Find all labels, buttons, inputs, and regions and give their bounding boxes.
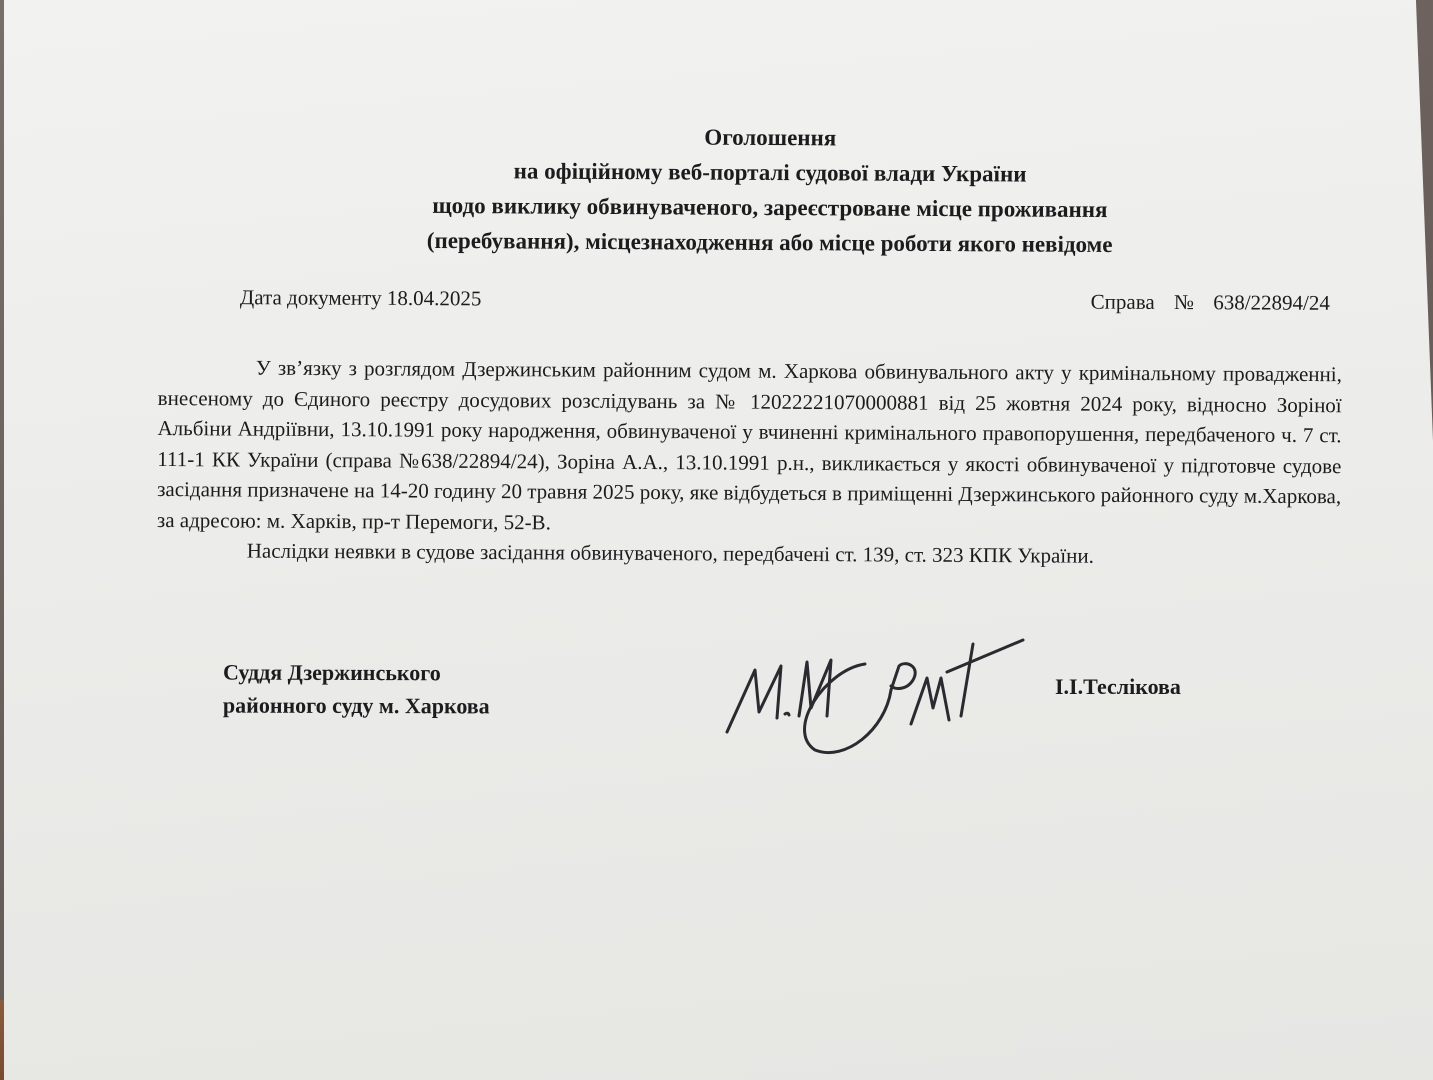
judge-title (223, 656, 490, 723)
judge-name: І.І.Теслікова (1055, 674, 1181, 699)
handwritten-signature (715, 620, 1035, 760)
body-paragraph-2: Наслідки неявки в судове засідання обвинуваченого, передбачені ст. 139, ст. 323 КПК України. (246, 538, 1094, 568)
title-line-4: (перебування), місцезнаходження або місце роботи якого невідоме (426, 227, 1113, 258)
document-title (330, 117, 1211, 262)
body-paragraph-1: У зв’язку з розглядом Дзержинським районним судом м. Харкова обвинувального акту у кримінальному провадженні, внесеному до Єдиного реєстру досудових розслідувань за № 12022221070000881 від 25 жовтня 2024 року, відносно Зоріної Альбіни Андріївни, 13.10.1991 року народження, обвинуваченої у вчиненні кримінального правопорушення, передбаченого ч. 7 ст. 111-1 КК України (справа №638/22894/24), Зоріна А.А., 13.10.1991 р.н., викликається у якості обвинуваченої у підготовче судове засідання призначене на 14-20 годину 20 травня 2025 року, яке відбудеться в приміщенні Дзержинського районного суду м.Харкова, за адресою: м. Харків, пр-т Перемоги, 52-В. (156, 355, 1342, 534)
title-line-3: щодо виклику обвинуваченого, зареєстроване місце проживання (432, 192, 1108, 223)
title-line-1: Оголошення (704, 124, 837, 151)
document-meta (239, 285, 1330, 315)
case-number: Справа № 638/22894/24 (1090, 289, 1330, 315)
document-date: Дата документу 18.04.2025 (239, 285, 482, 311)
judge-title-line-1: Суддя Дзержинського (223, 659, 441, 686)
judge-title-line-2: районного суду м. Харкова (222, 692, 490, 719)
title-line-2: на офіційному веб-порталі судової влади України (513, 158, 1027, 187)
document-body (157, 352, 1342, 573)
